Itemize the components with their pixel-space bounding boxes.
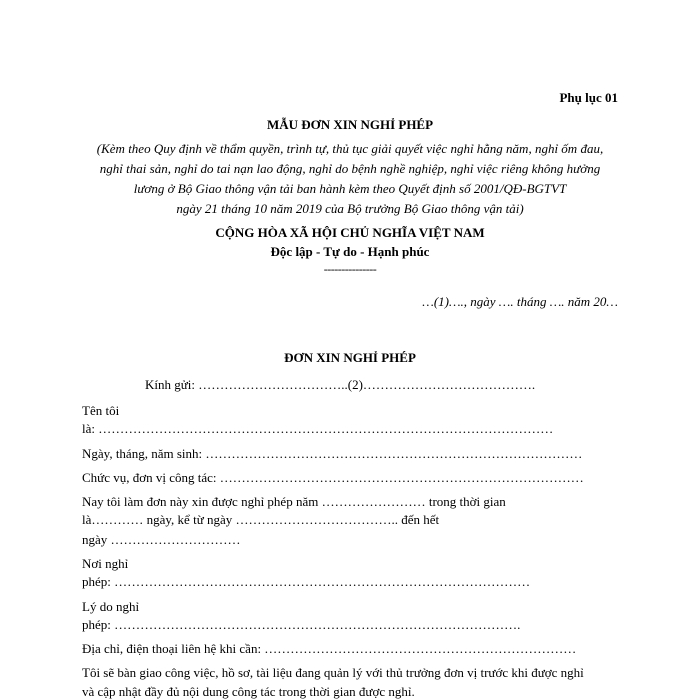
form-line-name: là: …………………………………………………………………………………………… (82, 421, 554, 436)
form-template-title: MẪU ĐƠN XIN NGHỈ PHÉP (266, 117, 434, 132)
recipient-line: Kính gửi: ……………………………..(2)…………………………………. (145, 377, 536, 392)
form-line-place: phép: …………………………………………………………………………………… (82, 574, 531, 589)
application-title: ĐƠN XIN NGHỈ PHÉP (284, 350, 416, 365)
form-line-place-label: Nơi nghỉ (82, 556, 129, 571)
intro-line: nghỉ thai sản, nghỉ do tai nạn lao động, nghỉ do bệnh nghề nghiệp, nghỉ việc riêng không hưởng (99, 161, 601, 176)
form-line-contact: Địa chỉ, điện thoại liên hệ khi cần: ……………………………………………………………… (82, 641, 577, 656)
form-line-reason: phép: …………………………………………………………………………………. (82, 617, 521, 632)
intro-note (78, 139, 622, 219)
national-motto: Độc lập - Tự do - Hạnh phúc (270, 244, 430, 259)
form-line-reason-label: Lý do nghỉ (82, 599, 140, 614)
intro-line: (Kèm theo Quy định về thẩm quyền, trình tự, thủ tục giải quyết việc nghỉ hằng năm, nghỉ ốm đau, (96, 141, 604, 156)
separator-rule: --------------- (323, 262, 377, 276)
intro-line: ngày 21 tháng 10 năm 2019 của Bộ trưởng Bộ Giao thông vận tải) (176, 201, 524, 216)
form-line-request: Nay tôi làm đơn này xin được nghỉ phép năm …………………… trong thời gian (82, 494, 506, 509)
form-line-handover-2: và cập nhật đầy đủ nội dung công tác trong thời gian được nghỉ. (82, 684, 415, 699)
intro-line: lương ở Bộ Giao thông vận tải ban hành kèm theo Quyết định số 2001/QĐ-BGTVT (133, 181, 567, 196)
form-line-name-label: Tên tôi (82, 403, 120, 418)
form-line-duration: là………… ngày, kể từ ngày ……………………………….. đến hết (82, 512, 440, 527)
appendix-label: Phụ lục 01 (559, 90, 618, 105)
form-line-end-date: ngày ………………………… (82, 532, 241, 547)
form-line-handover-1: Tôi sẽ bàn giao công việc, hồ sơ, tài liệu đang quản lý với thủ trưởng đơn vị trước khi được nghỉ (82, 665, 584, 680)
place-date-line: …(1)…., ngày …. tháng …. năm 20… (422, 294, 618, 309)
national-title: CỘNG HÒA XÃ HỘI CHỦ NGHĨA VIỆT NAM (215, 225, 485, 240)
form-line-birthdate: Ngày, tháng, năm sinh: …………………………………………………………………………… (82, 446, 583, 461)
form-line-position: Chức vụ, đơn vị công tác: ………………………………………………………………………… (82, 470, 584, 485)
